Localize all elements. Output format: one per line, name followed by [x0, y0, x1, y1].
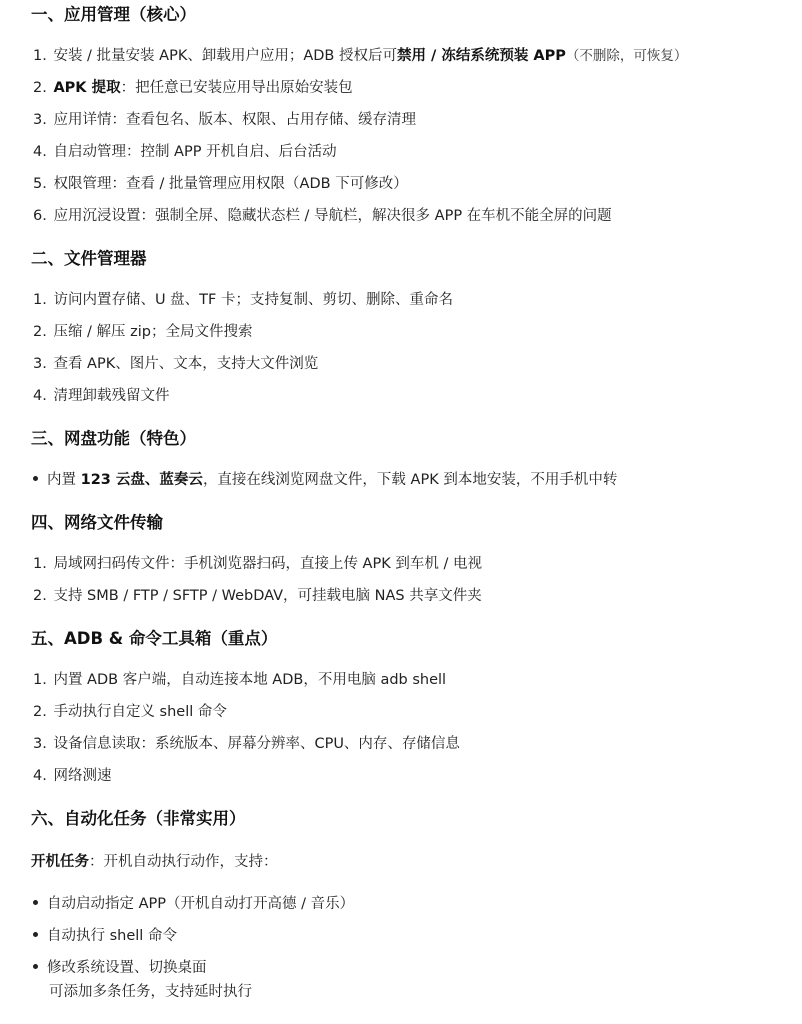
- list-number: 1.: [33, 48, 47, 64]
- list-number: 5.: [33, 176, 47, 192]
- bullet-text: 修改系统设置、切换桌面: [47, 960, 207, 976]
- list-item: [33, 206, 612, 226]
- list-number: 6.: [33, 208, 47, 224]
- list-item: [33, 322, 253, 342]
- list-text: 应用沉浸设置：强制全屏、隐藏状态栏 / 导航栏，解决很多 APP 在车机不能全屏的问题: [53, 208, 612, 224]
- intro-paragraph: [31, 852, 278, 872]
- list-text: 清理卸载残留文件: [53, 388, 170, 404]
- list-text: 安装 / 批量安装 APK、卸载用户应用；ADB 授权后可: [53, 48, 397, 64]
- list-number: 2.: [33, 80, 47, 96]
- list-text-bold: 禁用 / 冻结系统预装 APP: [396, 48, 566, 64]
- list-text: 局域网扫码传文件：手机浏览器扫码，直接上传 APK 到车机 / 电视: [53, 556, 482, 572]
- list-text: 查看 APK、图片、文本，支持大文件浏览: [53, 356, 319, 372]
- list-number: 2.: [33, 588, 47, 604]
- list-item: [33, 174, 408, 194]
- intro-bold: 开机任务: [31, 854, 89, 870]
- section-heading-cloud-drive: 三、网盘功能（特色）: [31, 429, 196, 448]
- list-text: 手动执行自定义 shell 命令: [53, 704, 227, 720]
- list-text: 应用详情：查看包名、版本、权限、占用存储、缓存清理: [53, 112, 416, 128]
- intro-text: ：开机自动执行动作，支持：: [89, 854, 278, 870]
- list-text-note: （不删除，可恢复）: [565, 48, 688, 64]
- bullet-text: 自动启动指定 APP（开机自动打开高德 / 音乐）: [47, 896, 355, 912]
- bullet-dot: [33, 900, 38, 905]
- bullet-dot: [33, 932, 38, 937]
- list-number: 2.: [33, 704, 47, 720]
- list-item: [33, 290, 453, 310]
- section-heading-adb-toolbox: 五、ADB & 命令工具箱（重点）: [31, 629, 278, 648]
- list-text: 支持 SMB / FTP / SFTP / WebDAV，可挂载电脑 NAS 共享文件夹: [53, 588, 482, 604]
- bullet-text: 内置: [47, 472, 81, 488]
- list-item: [33, 670, 446, 690]
- list-number: 1.: [33, 672, 47, 688]
- list-item: [33, 554, 482, 574]
- list-text: 内置 ADB 客户端，自动连接本地 ADB，不用电脑 adb shell: [53, 672, 447, 688]
- list-text: 压缩 / 解压 zip；全局文件搜索: [53, 324, 253, 340]
- list-text-bold: APK 提取: [53, 80, 121, 96]
- bullet-item: [33, 958, 252, 1002]
- section-heading-automation: 六、自动化任务（非常实用）: [31, 809, 246, 828]
- list-number: 3.: [33, 112, 47, 128]
- list-item: [33, 142, 337, 162]
- section-heading-file-manager: 二、文件管理器: [31, 249, 147, 268]
- list-number: 4.: [33, 388, 47, 404]
- list-item: [33, 46, 687, 66]
- list-item: [33, 386, 169, 406]
- list-text: 网络测速: [53, 768, 112, 784]
- list-item: [33, 702, 227, 722]
- bullet-text-bold: 123 云盘、蓝奏云: [80, 472, 203, 488]
- bullet-subtext: 可添加多条任务，支持延时执行: [49, 984, 252, 1000]
- list-number: 1.: [33, 292, 47, 308]
- section-heading-app-management: 一、应用管理（核心）: [31, 5, 196, 24]
- bullet-text: ，直接在线浏览网盘文件，下载 APK 到本地安装，不用手机中转: [202, 472, 618, 488]
- list-number: 4.: [33, 768, 47, 784]
- bullet-item: [33, 470, 617, 490]
- list-item: [33, 586, 482, 606]
- list-number: 2.: [33, 324, 47, 340]
- list-item: [33, 78, 353, 98]
- list-text: 自启动管理：控制 APP 开机自启、后台活动: [53, 144, 337, 160]
- list-text: ：把任意已安装应用导出原始安装包: [120, 80, 353, 96]
- list-item: [33, 766, 111, 786]
- bullet-item: [33, 926, 177, 946]
- bullet-text: 自动执行 shell 命令: [47, 928, 177, 944]
- list-item: [33, 354, 318, 374]
- list-number: 4.: [33, 144, 47, 160]
- list-text: 访问内置存储、U 盘、TF 卡；支持复制、剪切、删除、重命名: [53, 292, 453, 308]
- list-item: [33, 110, 416, 130]
- bullet-dot: [33, 964, 38, 969]
- list-text: 设备信息读取：系统版本、屏幕分辨率、CPU、内存、存储信息: [53, 736, 460, 752]
- section-heading-network-transfer: 四、网络文件传输: [31, 513, 163, 532]
- bullet-item: [33, 894, 354, 914]
- list-item: [33, 734, 460, 754]
- list-number: 3.: [33, 736, 47, 752]
- list-text: 权限管理：查看 / 批量管理应用权限（ADB 下可修改）: [53, 176, 408, 192]
- list-number: 3.: [33, 356, 47, 372]
- bullet-dot: [33, 476, 38, 481]
- list-number: 1.: [33, 556, 47, 572]
